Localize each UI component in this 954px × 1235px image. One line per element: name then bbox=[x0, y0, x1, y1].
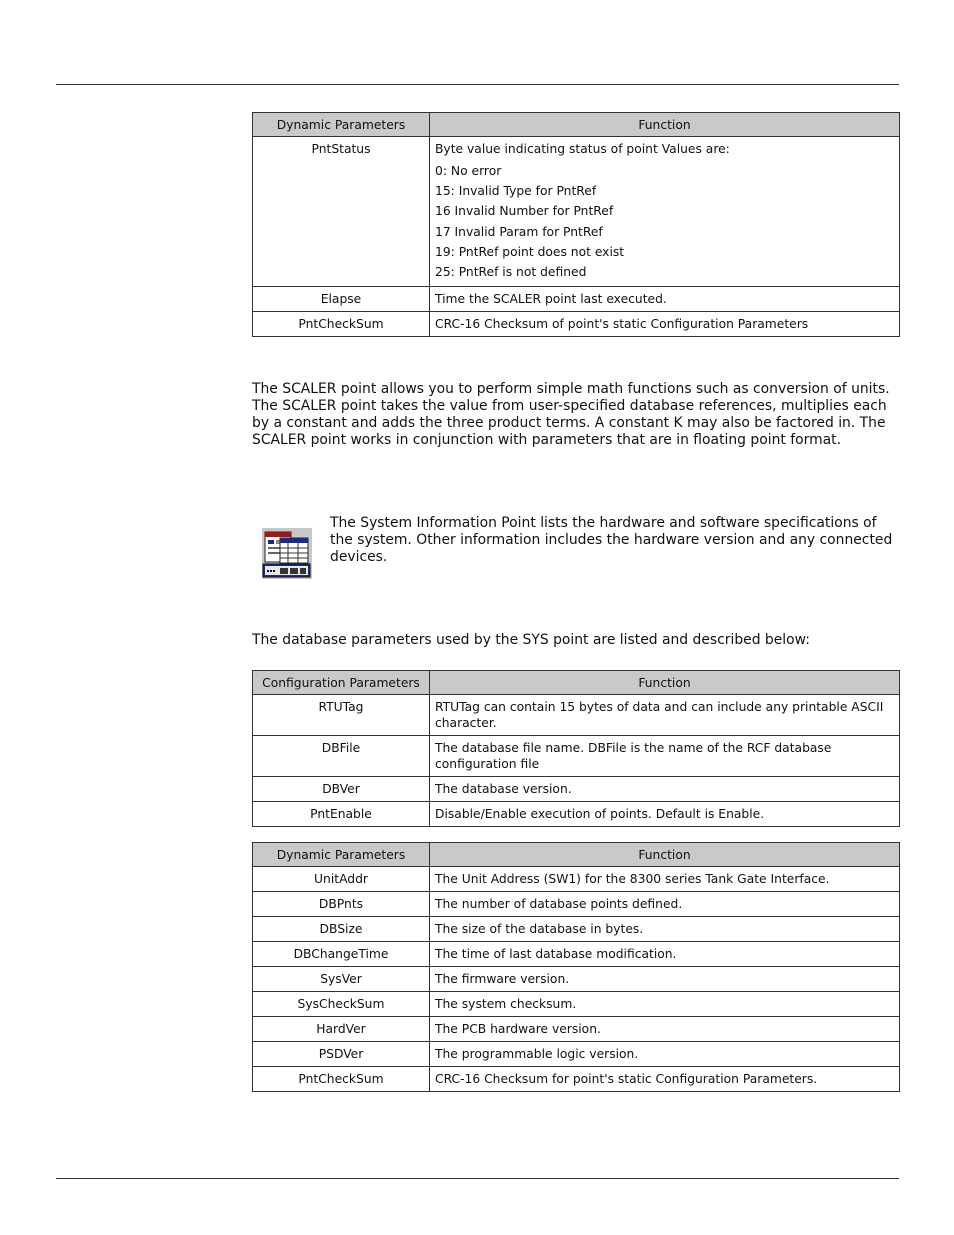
scaler-dynamic-parameters-table bbox=[252, 112, 900, 337]
database-parameters-intro: The database parameters used by the SYS point are listed and described below: bbox=[252, 632, 810, 648]
parameter-name: SysCheckSum bbox=[253, 992, 430, 1017]
parameter-function: The Unit Address (SW1) for the 8300 series Tank Gate Interface. bbox=[430, 867, 900, 892]
system-info-icon bbox=[262, 528, 312, 579]
footer-rule bbox=[56, 1178, 899, 1179]
status-line: 15: Invalid Type for PntRef bbox=[435, 184, 597, 199]
table-row bbox=[253, 736, 900, 777]
table-row bbox=[253, 892, 900, 917]
table-row bbox=[253, 695, 900, 736]
table-row bbox=[253, 137, 900, 287]
parameter-function: RTUTag can contain 15 bytes of data and can include any printable ASCII character. bbox=[430, 695, 900, 736]
column-header: Function bbox=[430, 671, 900, 695]
parameter-function: The database file name. DBFile is the name of the RCF database configuration file bbox=[430, 736, 900, 777]
parameter-function: The programmable logic version. bbox=[430, 1042, 900, 1067]
table-row bbox=[253, 802, 900, 827]
parameter-name: DBSize bbox=[253, 917, 430, 942]
status-line: 16 Invalid Number for PntRef bbox=[435, 204, 614, 219]
table-row bbox=[253, 1067, 900, 1092]
parameter-function: Time the SCALER point last executed. bbox=[430, 287, 900, 312]
parameter-name: UnitAddr bbox=[253, 867, 430, 892]
parameter-function: The database version. bbox=[430, 777, 900, 802]
parameter-name: PntCheckSum bbox=[253, 312, 430, 337]
parameter-function: The size of the database in bytes. bbox=[430, 917, 900, 942]
parameter-function: CRC-16 Checksum for point's static Configuration Parameters. bbox=[430, 1067, 900, 1092]
table-row bbox=[253, 967, 900, 992]
parameter-function: CRC-16 Checksum of point's static Configuration Parameters bbox=[430, 312, 900, 337]
parameter-name: DBFile bbox=[253, 736, 430, 777]
parameter-name: DBPnts bbox=[253, 892, 430, 917]
status-line: 0: No error bbox=[435, 164, 502, 178]
sys-dynamic-parameters-table bbox=[252, 842, 900, 1092]
parameter-function: The PCB hardware version. bbox=[430, 1017, 900, 1042]
status-line: 17 Invalid Param for PntRef bbox=[435, 224, 603, 239]
parameter-function: The system checksum. bbox=[430, 992, 900, 1017]
status-line: 19: PntRef point does not exist bbox=[435, 244, 625, 259]
table-row bbox=[253, 942, 900, 967]
parameter-name: PSDVer bbox=[253, 1042, 430, 1067]
column-header: Function bbox=[430, 843, 900, 867]
parameter-function: The firmware version. bbox=[430, 967, 900, 992]
parameter-function: Disable/Enable execution of points. Default is Enable. bbox=[430, 802, 900, 827]
table-header-row bbox=[253, 843, 900, 867]
column-header: Dynamic Parameters bbox=[253, 113, 430, 137]
table-row bbox=[253, 867, 900, 892]
table-row bbox=[253, 287, 900, 312]
sys-configuration-parameters-table bbox=[252, 670, 900, 827]
scaler-description: The SCALER point allows you to perform simple math functions such as conversion of units. The SCALER point takes the value from user-specified database references, multiplies each by a constant and adds the three product terms. A constant K may also be factored in. The SCALER point works in conjunction with parameters that are in floating point format. bbox=[252, 381, 890, 448]
parameter-name: PntStatus bbox=[253, 137, 430, 287]
parameter-function: The number of database points defined. bbox=[430, 892, 900, 917]
status-line: 25: PntRef is not defined bbox=[435, 265, 587, 280]
parameter-name: PntEnable bbox=[253, 802, 430, 827]
parameter-name: Elapse bbox=[253, 287, 430, 312]
table-row bbox=[253, 777, 900, 802]
table-header-row bbox=[253, 671, 900, 695]
parameter-name: PntCheckSum bbox=[253, 1067, 430, 1092]
table-header-row bbox=[253, 113, 900, 137]
column-header: Configuration Parameters bbox=[253, 671, 430, 695]
parameter-function: The time of last database modification. bbox=[430, 942, 900, 967]
parameter-name: RTUTag bbox=[253, 695, 430, 736]
column-header: Dynamic Parameters bbox=[253, 843, 430, 867]
parameter-name: SysVer bbox=[253, 967, 430, 992]
table-row bbox=[253, 1042, 900, 1067]
table-row bbox=[253, 917, 900, 942]
status-line: Byte value indicating status of point Values are: bbox=[435, 142, 730, 156]
header-rule bbox=[56, 84, 899, 85]
parameter-name: DBVer bbox=[253, 777, 430, 802]
parameter-name: HardVer bbox=[253, 1017, 430, 1042]
column-header: Function bbox=[430, 113, 900, 137]
parameter-name: DBChangeTime bbox=[253, 942, 430, 967]
parameter-function bbox=[430, 137, 900, 287]
table-row bbox=[253, 312, 900, 337]
system-info-description: The System Information Point lists the hardware and software specifications of the system. Other information includes the hardware version and any connected devices. bbox=[330, 515, 893, 565]
table-row bbox=[253, 992, 900, 1017]
table-row bbox=[253, 1017, 900, 1042]
